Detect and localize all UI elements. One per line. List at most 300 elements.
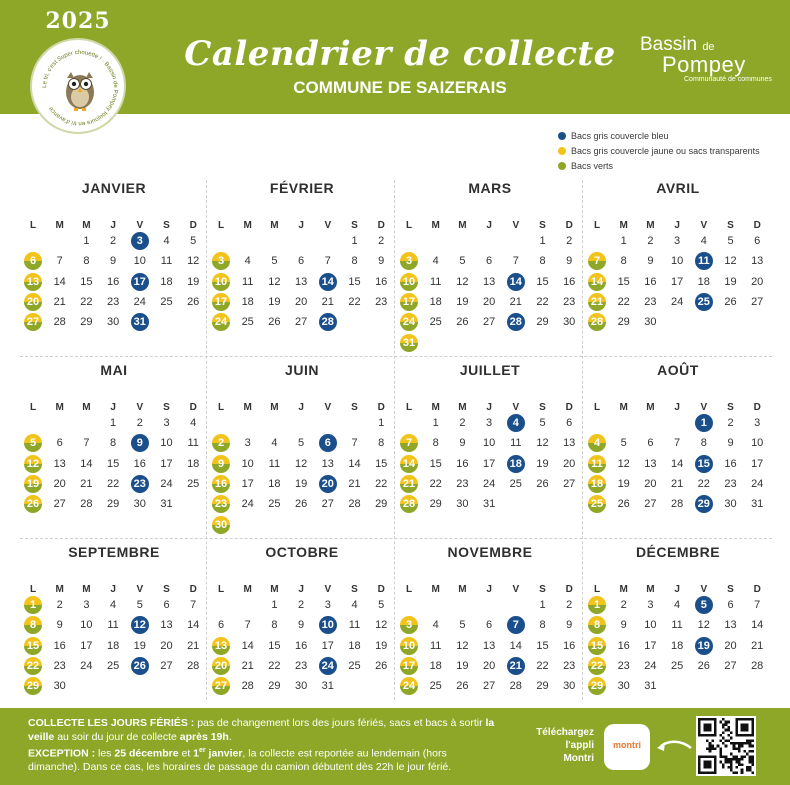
day-cell: 27 bbox=[482, 316, 496, 329]
day-cell: 30 bbox=[724, 498, 737, 511]
collection-day-yellow-green: 3 bbox=[396, 252, 422, 271]
weekday-label: M bbox=[458, 584, 467, 595]
collection-day-blue: 14 bbox=[315, 273, 341, 292]
day-cell: 4 bbox=[110, 599, 117, 611]
day-cell: 20 bbox=[724, 639, 737, 652]
weekday-label: J bbox=[674, 584, 680, 595]
day-cell: 6 bbox=[647, 437, 654, 450]
day-cell: 21 bbox=[509, 295, 522, 308]
svg-text:Le tri, c'est Super chouette !: Le tri, c'est Super chouette ! · Bassin de Pompey toujours en tri d'avance bbox=[41, 49, 119, 127]
day-cell: 19 bbox=[617, 477, 630, 490]
weekday-label: S bbox=[727, 402, 734, 413]
collection-day-blue: 17 bbox=[127, 273, 153, 292]
day-cell: 5 bbox=[539, 417, 546, 429]
weekday-label: S bbox=[163, 402, 170, 413]
day-cell: 13 bbox=[644, 457, 657, 470]
collection-day-yellow-green: 24 bbox=[396, 313, 422, 332]
day-cell: 19 bbox=[187, 275, 200, 288]
day-cell: 13 bbox=[294, 275, 308, 288]
day-cell: 24 bbox=[670, 295, 684, 308]
collection-day-yellow-green: 24 bbox=[208, 313, 234, 332]
weekday-label: M bbox=[55, 220, 64, 231]
weekday-label: L bbox=[217, 402, 225, 413]
day-cell: 17 bbox=[241, 477, 254, 490]
weekday-label: M bbox=[431, 584, 440, 595]
day-cell: 25 bbox=[187, 477, 200, 490]
weekday-label: D bbox=[377, 220, 385, 231]
day-cell: 1 bbox=[539, 235, 546, 247]
day-cell: 25 bbox=[106, 659, 120, 672]
weekday-label: M bbox=[82, 402, 91, 413]
day-cell: 30 bbox=[133, 498, 146, 511]
holidays-paragraph bbox=[28, 717, 498, 744]
day-cell: 11 bbox=[671, 619, 683, 632]
collection-day-yellow-green: 20 bbox=[20, 293, 46, 312]
day-cell: 18 bbox=[429, 659, 442, 672]
day-cell: 5 bbox=[459, 255, 466, 268]
day-cell: 27 bbox=[160, 659, 173, 672]
day-cell: 5 bbox=[271, 255, 278, 268]
weekday-label: J bbox=[110, 220, 116, 231]
app-name: montri bbox=[613, 740, 641, 750]
weekday-label: M bbox=[55, 584, 64, 595]
day-cell: 11 bbox=[268, 457, 281, 470]
day-cell: 26 bbox=[456, 680, 469, 693]
day-cell: 20 bbox=[751, 275, 764, 288]
day-cell: 26 bbox=[187, 295, 200, 308]
day-cell: 18 bbox=[187, 457, 200, 470]
qr-code[interactable] bbox=[696, 716, 756, 776]
weekday-label: J bbox=[298, 220, 304, 231]
day-cell: 2 bbox=[459, 417, 466, 429]
weekday-label: J bbox=[298, 584, 304, 595]
column-divider bbox=[582, 180, 583, 700]
day-cell: 2 bbox=[727, 417, 734, 429]
day-cell: 18 bbox=[241, 295, 254, 308]
weekday-label: M bbox=[646, 220, 655, 231]
day-cell: 7 bbox=[83, 437, 90, 450]
day-cell: 25 bbox=[160, 295, 173, 308]
weekday-label: M bbox=[243, 220, 252, 231]
day-cell: 1 bbox=[620, 235, 627, 247]
day-cell: 22 bbox=[536, 659, 549, 672]
day-cell: 9 bbox=[620, 619, 627, 632]
exception-sup: er bbox=[199, 747, 206, 754]
day-cell: 9 bbox=[647, 255, 654, 268]
year-badge bbox=[22, 8, 134, 128]
day-cell: 8 bbox=[432, 437, 439, 450]
collection-day-yellow-green: 29 bbox=[584, 677, 610, 696]
day-cell: 6 bbox=[754, 235, 761, 247]
collection-day-yellow-green: 20 bbox=[208, 657, 234, 676]
day-cell: 23 bbox=[563, 659, 576, 672]
day-cell: 29 bbox=[429, 498, 442, 511]
day-cell: 21 bbox=[348, 477, 361, 490]
day-cell: 13 bbox=[53, 457, 66, 470]
collection-day-yellow-green: 14 bbox=[396, 455, 422, 474]
collection-day-yellow-green: 7 bbox=[584, 252, 610, 271]
collection-day-yellow-green: 27 bbox=[208, 677, 234, 696]
month-9 bbox=[20, 544, 208, 726]
day-cell: 5 bbox=[459, 619, 466, 632]
day-cell: 4 bbox=[271, 437, 278, 450]
day-cell: 30 bbox=[644, 316, 657, 329]
day-cell: 2 bbox=[566, 599, 573, 611]
day-cell: 12 bbox=[375, 619, 388, 632]
collection-day-yellow-green: 24 bbox=[396, 677, 422, 696]
day-cell: 5 bbox=[298, 437, 305, 450]
weekday-label: L bbox=[405, 584, 413, 595]
day-cell: 13 bbox=[321, 457, 334, 470]
weekday-label: M bbox=[646, 402, 655, 413]
logo-line3: Communauté de communes bbox=[684, 76, 772, 83]
day-cell: 11 bbox=[510, 437, 522, 450]
month-name: JANVIER bbox=[81, 180, 147, 196]
day-cell: 3 bbox=[647, 599, 654, 611]
arrow-icon bbox=[653, 736, 693, 756]
weekday-label: V bbox=[700, 220, 708, 231]
month-name: SEPTEMBRE bbox=[68, 544, 160, 560]
collection-day-yellow-green: 27 bbox=[20, 313, 46, 332]
weekday-label: J bbox=[486, 584, 492, 595]
month-name: AOÛT bbox=[657, 362, 699, 378]
day-cell: 16 bbox=[563, 275, 576, 288]
day-cell: 18 bbox=[268, 477, 281, 490]
day-cell: 1 bbox=[539, 599, 546, 611]
day-cell: 14 bbox=[80, 457, 93, 470]
weekday-label: V bbox=[512, 584, 520, 595]
day-cell: 30 bbox=[617, 680, 630, 693]
day-cell: 6 bbox=[486, 619, 493, 632]
day-cell: 22 bbox=[375, 477, 388, 490]
day-cell: 12 bbox=[536, 437, 549, 450]
day-cell: 20 bbox=[644, 477, 657, 490]
day-cell: 30 bbox=[563, 680, 576, 693]
day-cell: 21 bbox=[670, 477, 684, 490]
holidays-label: COLLECTE LES JOURS FÉRIÉS : bbox=[28, 717, 195, 729]
weekday-label: L bbox=[29, 220, 37, 231]
day-cell: 14 bbox=[187, 619, 200, 632]
day-cell: 4 bbox=[432, 619, 439, 632]
day-cell: 31 bbox=[160, 498, 173, 511]
collection-day-blue: 28 bbox=[503, 313, 529, 332]
collection-day-blue: 29 bbox=[691, 495, 717, 514]
collection-day-blue: 1 bbox=[691, 414, 717, 433]
day-cell: 16 bbox=[563, 639, 576, 652]
collection-day-yellow-green: 10 bbox=[208, 273, 234, 292]
month-5 bbox=[20, 362, 208, 544]
calendar-grid bbox=[20, 180, 772, 700]
weekday-label: M bbox=[55, 402, 64, 413]
collection-day-yellow-green: 13 bbox=[208, 637, 234, 656]
column-divider bbox=[206, 180, 207, 700]
weekday-label: V bbox=[324, 402, 332, 413]
montri-app-icon[interactable] bbox=[604, 724, 650, 770]
day-cell: 4 bbox=[244, 255, 251, 268]
weekday-label: D bbox=[189, 402, 197, 413]
day-cell: 10 bbox=[80, 619, 93, 632]
weekday-label: J bbox=[674, 220, 680, 231]
month-7 bbox=[396, 362, 584, 544]
day-cell: 18 bbox=[160, 275, 173, 288]
day-cell: 5 bbox=[136, 599, 143, 611]
day-cell: 27 bbox=[321, 498, 334, 511]
day-cell: 12 bbox=[456, 639, 469, 652]
day-cell: 18 bbox=[106, 639, 120, 652]
day-cell: 26 bbox=[536, 477, 549, 490]
month-name: DÉCEMBRE bbox=[635, 544, 721, 560]
day-cell: 17 bbox=[321, 639, 334, 652]
day-cell: 9 bbox=[378, 255, 385, 268]
header-banner bbox=[0, 0, 790, 127]
day-cell: 23 bbox=[106, 295, 120, 308]
weekday-label: M bbox=[431, 402, 440, 413]
day-cell: 2 bbox=[647, 235, 654, 247]
day-cell: 15 bbox=[348, 275, 361, 288]
day-cell: 5 bbox=[727, 235, 734, 247]
day-cell: 31 bbox=[644, 680, 657, 693]
day-cell: 9 bbox=[56, 619, 63, 632]
collection-day-blue: 3 bbox=[127, 232, 153, 251]
day-cell: 22 bbox=[80, 295, 93, 308]
day-cell: 27 bbox=[294, 316, 308, 329]
day-cell: 29 bbox=[617, 316, 630, 329]
collection-day-yellow-green: 5 bbox=[20, 434, 46, 453]
day-cell: 28 bbox=[241, 680, 254, 693]
weekday-label: S bbox=[351, 584, 358, 595]
day-cell: 15 bbox=[536, 639, 549, 652]
day-cell: 2 bbox=[378, 235, 385, 247]
collection-day-yellow-green: 17 bbox=[396, 293, 422, 312]
collection-day-yellow-green: 19 bbox=[20, 475, 46, 494]
collection-day-yellow-green: 9 bbox=[208, 455, 234, 474]
exception-bold: janvier bbox=[205, 747, 243, 760]
exception-text: les bbox=[95, 747, 115, 760]
collection-day-blue: 28 bbox=[315, 313, 341, 332]
day-cell: 29 bbox=[375, 498, 388, 511]
day-cell: 19 bbox=[536, 457, 549, 470]
day-cell: 25 bbox=[268, 498, 281, 511]
month-name: AVRIL bbox=[656, 180, 700, 196]
day-cell: 8 bbox=[351, 255, 358, 268]
weekday-label: J bbox=[298, 402, 304, 413]
weekday-label: M bbox=[458, 220, 467, 231]
holidays-bold: la veille bbox=[28, 717, 495, 743]
day-cell: 20 bbox=[294, 295, 308, 308]
day-cell: 16 bbox=[617, 639, 630, 652]
day-cell: 27 bbox=[644, 498, 657, 511]
day-cell: 6 bbox=[217, 619, 225, 632]
day-cell: 10 bbox=[133, 255, 146, 268]
month-name: MARS bbox=[468, 180, 512, 196]
day-cell: 2 bbox=[298, 599, 305, 611]
download-app-text bbox=[522, 726, 594, 765]
collection-day-yellow-green: 26 bbox=[20, 495, 46, 514]
day-cell: 11 bbox=[348, 619, 361, 632]
collection-day-yellow-green: 12 bbox=[20, 455, 46, 474]
weekday-label: M bbox=[243, 584, 252, 595]
exception-bold: 25 décembre bbox=[114, 747, 179, 760]
day-cell: 18 bbox=[429, 295, 442, 308]
day-cell: 25 bbox=[429, 680, 442, 693]
day-cell: 9 bbox=[566, 619, 573, 632]
day-cell: 23 bbox=[644, 295, 657, 308]
collection-day-yellow-green: 17 bbox=[396, 657, 422, 676]
day-cell: 21 bbox=[53, 295, 66, 308]
day-cell: 21 bbox=[751, 639, 764, 652]
month-12 bbox=[584, 544, 772, 726]
month-name: NOVEMBRE bbox=[447, 544, 533, 560]
weekday-label: S bbox=[163, 584, 170, 595]
day-cell: 19 bbox=[456, 659, 469, 672]
day-cell: 6 bbox=[486, 255, 493, 268]
day-cell: 10 bbox=[644, 619, 657, 632]
row-divider bbox=[20, 538, 772, 539]
day-cell: 20 bbox=[160, 639, 173, 652]
month-4 bbox=[584, 180, 772, 362]
day-cell: 8 bbox=[700, 437, 707, 450]
weekday-label: M bbox=[270, 402, 279, 413]
collection-day-yellow-green: 2 bbox=[208, 434, 234, 453]
collection-day-blue: 7 bbox=[503, 616, 529, 635]
day-cell: 26 bbox=[697, 659, 710, 672]
weekday-label: M bbox=[646, 584, 655, 595]
weekday-label: L bbox=[217, 220, 225, 231]
collection-day-yellow-green: 17 bbox=[208, 293, 234, 312]
day-cell: 11 bbox=[160, 255, 173, 268]
collection-day-blue: 20 bbox=[315, 475, 341, 494]
collection-day-blue: 15 bbox=[691, 455, 717, 474]
day-cell: 16 bbox=[53, 639, 66, 652]
day-cell: 23 bbox=[375, 295, 388, 308]
day-cell: 22 bbox=[697, 477, 710, 490]
day-cell: 9 bbox=[459, 437, 466, 450]
day-cell: 28 bbox=[53, 316, 66, 329]
day-cell: 17 bbox=[160, 457, 173, 470]
day-cell: 17 bbox=[670, 275, 684, 288]
day-cell: 8 bbox=[620, 255, 627, 268]
day-cell: 16 bbox=[456, 457, 469, 470]
day-cell: 1 bbox=[271, 599, 278, 611]
weekday-label: D bbox=[753, 220, 761, 231]
weekday-label: S bbox=[351, 402, 358, 413]
day-cell: 27 bbox=[724, 659, 737, 672]
day-cell: 7 bbox=[244, 619, 251, 632]
day-cell: 28 bbox=[187, 659, 200, 672]
day-cell: 3 bbox=[244, 437, 251, 450]
day-cell: 26 bbox=[294, 498, 308, 511]
page-title: Calendrier de collecte bbox=[184, 34, 616, 74]
day-cell: 22 bbox=[429, 477, 442, 490]
collection-day-yellow-green: 3 bbox=[208, 252, 234, 271]
collection-day-blue: 10 bbox=[315, 616, 341, 635]
day-cell: 4 bbox=[351, 599, 358, 611]
day-cell: 25 bbox=[241, 316, 254, 329]
collection-day-blue: 5 bbox=[691, 596, 717, 615]
month-name: OCTOBRE bbox=[265, 544, 339, 560]
column-divider bbox=[394, 180, 395, 700]
weekday-label: V bbox=[136, 402, 144, 413]
month-6 bbox=[208, 362, 396, 544]
owl-mascot-logo bbox=[30, 38, 126, 134]
collection-day-blue: 18 bbox=[503, 455, 529, 474]
exception-paragraph bbox=[28, 744, 498, 775]
day-cell: 11 bbox=[241, 275, 254, 288]
collection-day-yellow-green: 22 bbox=[584, 657, 610, 676]
day-cell: 2 bbox=[566, 235, 573, 247]
collection-day-yellow-green: 4 bbox=[584, 434, 610, 453]
day-cell: 17 bbox=[751, 457, 764, 470]
day-cell: 12 bbox=[294, 457, 308, 470]
month-8 bbox=[584, 362, 772, 544]
weekday-label: D bbox=[377, 584, 385, 595]
collection-day-yellow-green: 28 bbox=[584, 313, 610, 332]
day-cell: 16 bbox=[133, 457, 146, 470]
collection-day-yellow-green: 25 bbox=[584, 495, 610, 514]
day-cell: 30 bbox=[106, 316, 120, 329]
collection-day-blue: 25 bbox=[691, 293, 717, 312]
weekday-label: D bbox=[565, 220, 573, 231]
day-cell: 23 bbox=[456, 477, 469, 490]
day-cell: 31 bbox=[321, 680, 334, 693]
logo-line1-small: de bbox=[702, 41, 715, 53]
day-cell: 24 bbox=[751, 477, 764, 490]
day-cell: 13 bbox=[724, 619, 737, 632]
day-cell: 25 bbox=[670, 659, 684, 672]
day-cell: 31 bbox=[482, 498, 496, 511]
collection-day-blue: 24 bbox=[315, 657, 341, 676]
day-cell: 18 bbox=[348, 639, 361, 652]
holidays-text: au soir du jour de collecte bbox=[54, 730, 180, 743]
weekday-label: L bbox=[405, 402, 413, 413]
weekday-label: L bbox=[217, 584, 225, 595]
day-cell: 16 bbox=[294, 639, 308, 652]
weekday-label: M bbox=[458, 402, 467, 413]
weekday-label: S bbox=[163, 220, 170, 231]
day-cell: 13 bbox=[482, 275, 496, 288]
logo-line1: Bassin bbox=[640, 34, 698, 55]
weekday-label: V bbox=[324, 584, 332, 595]
day-cell: 6 bbox=[727, 599, 734, 611]
collection-day-blue: 21 bbox=[503, 657, 529, 676]
day-cell: 21 bbox=[321, 295, 334, 308]
collection-day-blue: 31 bbox=[127, 313, 153, 332]
download-line: l'appli bbox=[565, 740, 594, 751]
day-cell: 8 bbox=[539, 255, 546, 268]
day-cell: 12 bbox=[697, 619, 710, 632]
weekday-label: V bbox=[512, 220, 520, 231]
day-cell: 16 bbox=[724, 457, 737, 470]
weekday-label: V bbox=[136, 584, 144, 595]
collection-day-blue: 19 bbox=[691, 637, 717, 656]
day-cell: 15 bbox=[617, 275, 630, 288]
day-cell: 23 bbox=[53, 659, 66, 672]
day-cell: 2 bbox=[620, 599, 627, 611]
day-cell: 28 bbox=[348, 498, 361, 511]
day-cell: 1 bbox=[351, 235, 358, 247]
day-cell: 21 bbox=[80, 477, 93, 490]
collection-day-yellow-green: 1 bbox=[584, 596, 610, 615]
exception-text: , la collecte est reportée au lendemain (hors dimanche). Dans ce cas, les horaires de passage du camion débutent dès 22h le jour férié. bbox=[28, 747, 452, 773]
day-cell: 7 bbox=[324, 255, 331, 268]
day-cell: 28 bbox=[751, 659, 764, 672]
weekday-label: D bbox=[753, 402, 761, 413]
day-cell: 19 bbox=[375, 639, 388, 652]
day-cell: 29 bbox=[536, 316, 549, 329]
day-cell: 10 bbox=[670, 255, 684, 268]
day-cell: 14 bbox=[348, 457, 361, 470]
collection-day-blue: 11 bbox=[691, 252, 717, 271]
